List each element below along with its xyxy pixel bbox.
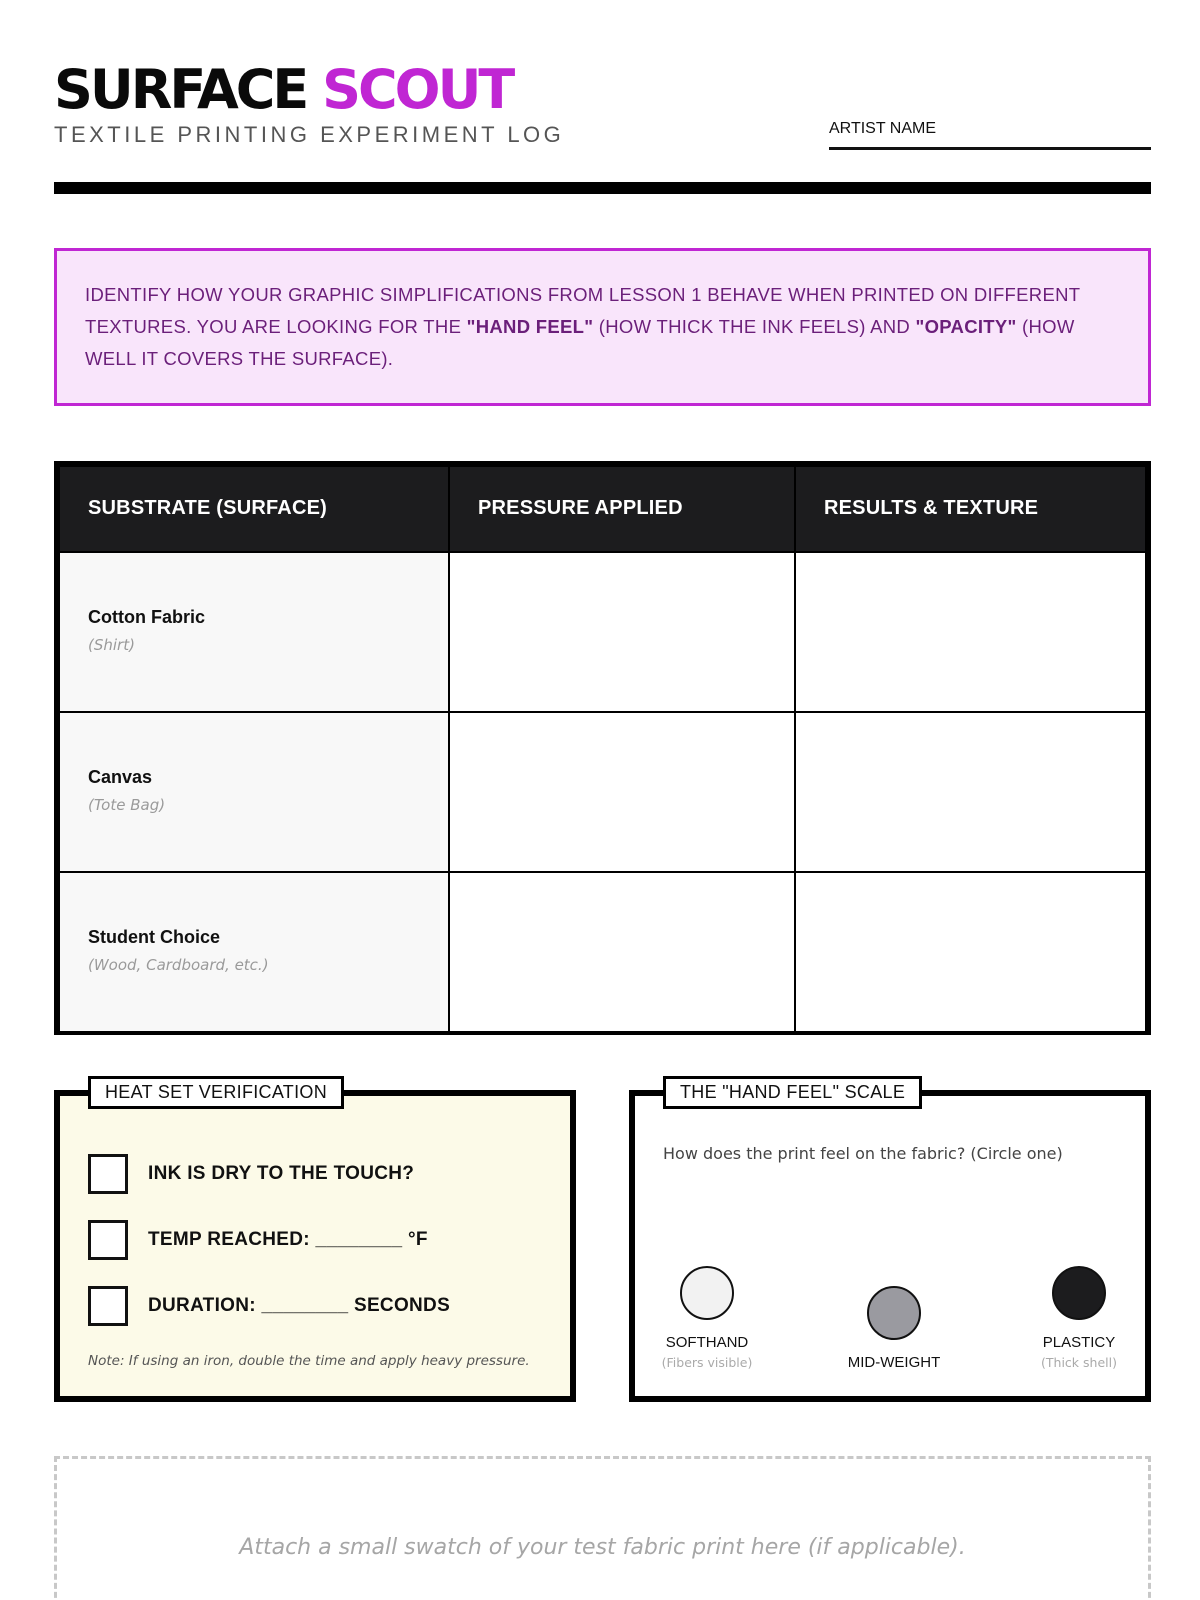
scale-option-mid-weight[interactable]: [834, 1286, 954, 1371]
substrate-name: Canvas: [88, 767, 153, 787]
title-part-2: SCOUT: [322, 58, 513, 121]
mid-weight-circle-icon[interactable]: [867, 1286, 921, 1340]
instructions-callout: [54, 248, 1151, 406]
pressure-input-cell[interactable]: [450, 873, 794, 1031]
checklist-label: TEMP REACHED: ________ °F: [148, 1229, 428, 1250]
scale-sub: (Thick shell): [1041, 1355, 1117, 1370]
attach-instruction: Attach a small swatch of your test fabric print here (if applicable).: [239, 1535, 966, 1560]
checklist-item: [88, 1154, 414, 1194]
intro-bold-hand-feel: "HAND FEEL": [466, 316, 594, 337]
substrate-cell: [60, 713, 448, 871]
header: [54, 58, 1151, 198]
page-title: [54, 58, 1151, 122]
scale-option-plasticy[interactable]: [1019, 1266, 1139, 1370]
page-subtitle: TEXTILE PRINTING EXPERIMENT LOG: [54, 122, 565, 147]
pressure-input-cell[interactable]: [450, 713, 794, 871]
header-rule: [54, 182, 1151, 194]
checklist-item: [88, 1286, 450, 1326]
header-substrate: SUBSTRATE (SURFACE): [60, 467, 448, 551]
scale-sub: (Fibers visible): [661, 1355, 753, 1370]
header-results: RESULTS & TEXTURE: [796, 467, 1145, 551]
scale-label: SOFTHAND: [665, 1334, 749, 1351]
artist-name-label: ARTIST NAME: [829, 120, 936, 137]
substrate-cell: [60, 553, 448, 711]
results-input-cell[interactable]: [796, 873, 1145, 1031]
substrate-note: (Shirt): [88, 636, 135, 654]
results-input-cell[interactable]: [796, 713, 1145, 871]
title-part-1: SURFACE: [54, 58, 307, 121]
checklist-label: INK IS DRY TO THE TOUCH?: [148, 1163, 415, 1184]
substrate-note: (Tote Bag): [88, 796, 166, 814]
pressure-input-cell[interactable]: [450, 553, 794, 711]
heat-set-note: Note: If using an iron, double the time and apply heavy pressure.: [88, 1353, 530, 1369]
plasticy-circle-icon[interactable]: [1052, 1266, 1106, 1320]
intro-text-1: IDENTIFY HOW YOUR GRAPHIC SIMPLIFICATIONS FROM LESSON 1 BEHAVE WHEN PRINTED ON DIFFERENT TEXTURES. YOU ARE LOOKING FOR THE: [85, 284, 1081, 337]
table-header-row: [60, 467, 1145, 551]
substrate-cell: [60, 873, 448, 1031]
heat-set-title: HEAT SET VERIFICATION: [88, 1076, 344, 1109]
hand-feel-title: THE "HAND FEEL" SCALE: [663, 1076, 922, 1109]
scale-option-softhand[interactable]: [647, 1266, 767, 1370]
scale-label: PLASTICY: [1042, 1334, 1116, 1351]
results-input-cell[interactable]: [796, 553, 1145, 711]
checklist-label: DURATION: ________ SECONDS: [148, 1295, 451, 1316]
softhand-circle-icon[interactable]: [680, 1266, 734, 1320]
table-row: [60, 713, 1145, 871]
intro-text-2: (HOW THICK THE INK FEELS) AND: [593, 316, 916, 337]
checkbox[interactable]: [88, 1154, 128, 1194]
heat-set-panel: [54, 1082, 576, 1402]
swatch-attachment-area[interactable]: [54, 1456, 1151, 1600]
table-row: [60, 873, 1145, 1031]
checkbox[interactable]: [88, 1220, 128, 1260]
intro-text-3: (HOW WELL IT COVERS THE SURFACE).: [85, 316, 1075, 369]
checklist-item: [88, 1220, 428, 1260]
checkbox[interactable]: [88, 1286, 128, 1326]
hand-feel-question: How does the print feel on the fabric? (Circle one): [663, 1144, 1063, 1163]
experiment-table: [54, 461, 1151, 1035]
intro-bold-opacity: "OPACITY": [915, 316, 1017, 337]
header-pressure: PRESSURE APPLIED: [450, 467, 794, 551]
substrate-name: Student Choice: [88, 927, 221, 947]
hand-feel-panel: [629, 1082, 1151, 1402]
scale-label: MID-WEIGHT: [847, 1354, 941, 1371]
table-row: [60, 553, 1145, 711]
substrate-note: (Wood, Cardboard, etc.): [88, 956, 269, 974]
substrate-name: Cotton Fabric: [88, 607, 205, 627]
instructions-text: [85, 279, 1120, 375]
artist-name-field[interactable]: [829, 120, 1151, 150]
